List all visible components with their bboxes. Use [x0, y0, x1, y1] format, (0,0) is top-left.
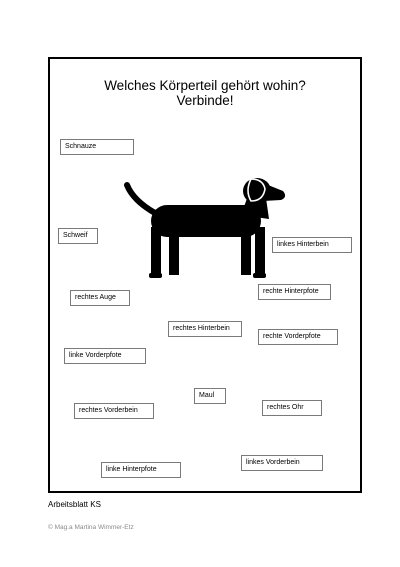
label-maul[interactable]: Maul	[194, 388, 226, 404]
label-schweif[interactable]: Schweif	[58, 228, 98, 244]
copyright-notice: © Mag.a Martina Wimmer-Etz	[48, 524, 134, 531]
label-linkes-hinterbein[interactable]: linkes Hinterbein	[272, 237, 352, 253]
title-line-1: Welches Körperteil gehört wohin?	[104, 78, 306, 93]
label-linke-vorderpfote[interactable]: linke Vorderpfote	[64, 348, 146, 364]
label-rechtes-hinterbein[interactable]: rechtes Hinterbein	[168, 321, 242, 337]
label-rechtes-ohr[interactable]: rechtes Ohr	[262, 400, 322, 416]
worksheet-title	[50, 78, 360, 108]
label-linke-hinterpfote[interactable]: linke Hinterpfote	[101, 462, 181, 478]
label-rechte-hinterpfote[interactable]: rechte Hinterpfote	[258, 284, 331, 300]
label-linkes-vorderbein[interactable]: linkes Vorderbein	[241, 455, 323, 471]
worksheet-frame	[48, 57, 362, 493]
worksheet-footer: Arbeitsblatt KS	[48, 500, 101, 509]
title-line-2: Verbinde!	[176, 93, 234, 108]
label-rechtes-vorderbein[interactable]: rechtes Vorderbein	[74, 403, 154, 419]
label-rechtes-auge[interactable]: rechtes Auge	[70, 290, 130, 306]
label-rechte-vorderpfote[interactable]: rechte Vorderpfote	[258, 329, 338, 345]
label-schnauze[interactable]: Schnauze	[60, 139, 134, 155]
dog-illustration	[123, 175, 293, 281]
